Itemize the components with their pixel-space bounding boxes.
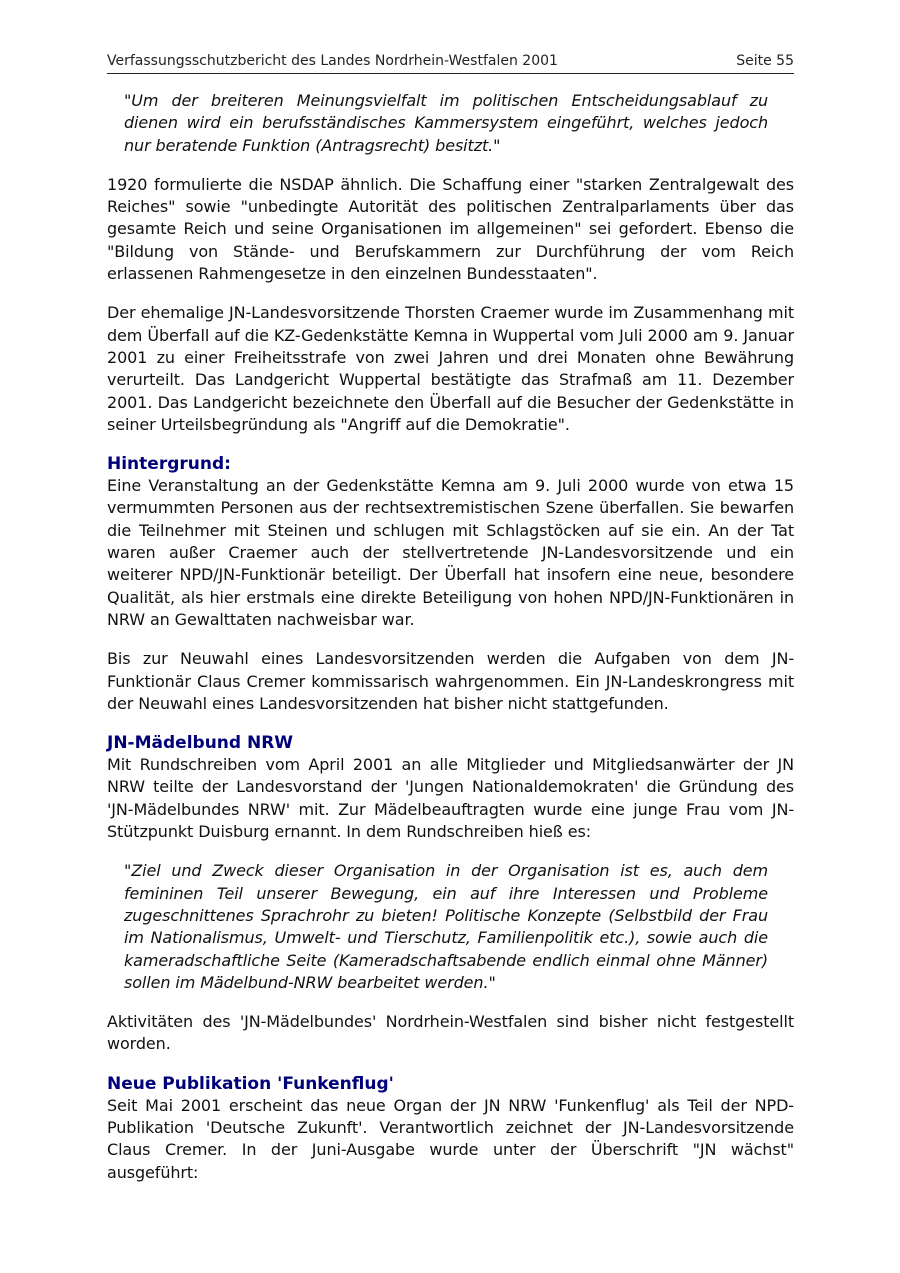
quote-maedelbund-goal: "Ziel und Zweck dieser Organisation in der Organisation ist es, auch dem femininen Teil unserer Bewegung, ein auf ihre Interessen und Probleme zugeschnittenes Sprachrohr zu bieten! Politische Konzepte (Selbstbild der Frau im Nationalismus, Umwelt- und Tierschutz, Familienpolitik etc.), sowie auch die kameradschaftliche Seite (Kameradschaftsabende endlich einmal ohne Männer) sollen im Mädelbund-NRW bearbeitet werden." — [124, 861, 768, 992]
heading-funkenflug: Neue Publikation 'Funkenflug' — [107, 1073, 394, 1094]
paragraph-maedelbund-activities: Aktivitäten des 'JN-Mädelbundes' Nordrhein-Westfalen sind bisher nicht festgestellt worden. — [107, 1012, 794, 1054]
paragraph-craemer-verdict: Der ehemalige JN-Landesvorsitzende Thorsten Craemer wurde im Zusammenhang mit dem Überfall auf die KZ-Gedenkstätte Kemna in Wuppertal vom Juli 2000 am 9. Januar 2001 zu einer Freiheitsstrafe von zwei Jahren und drei Monaten ohne Bewährung verurteilt. Das Landgericht Wuppertal bestätigte das Strafmaß am 11. Dezember 2001. Das Landgericht bezeichnete den Überfall auf die Besucher der Gedenkstätte in seiner Urteilsbegründung als "Angriff auf die Demokratie". — [107, 303, 794, 434]
paragraph-funkenflug: Seit Mai 2001 erscheint das neue Organ der JN NRW 'Funkenflug' als Teil der NPD-Publikation 'Deutsche Zukunft'. Verantwortlich zeichnet der JN-Landesvorsitzende Claus Cremer. In der Juni-Ausgabe wurde unter der Überschrift "JN wächst" ausgeführt: — [107, 1095, 794, 1182]
heading-maedelbund: JN-Mädelbund NRW — [107, 733, 294, 754]
paragraph-kemna-attack: Eine Veranstaltung an der Gedenkstätte Kemna am 9. Juli 2000 wurde von etwa 15 vermummten Personen aus der rechtsextremistischen Szene überfallen. Sie bewarfen die Teilnehmer mit Steinen und schlugen mit Schlagstöcken auf sie ein. An der Tat waren außer Craemer auch der stellvertretende JN-Landesvorsitzende und ein weiterer NPD/JN-Funktionär beteiligt. Der Überfall hat insofern eine neue, besondere Qualität, als hier erstmals eine direkte Beteiligung von hohen NPD/JN-Funktionären in NRW an Gewalttaten nachweisbar war. — [107, 476, 794, 629]
page-number: Seite 55 — [736, 53, 794, 69]
heading-hintergrund: Hintergrund: — [107, 454, 231, 475]
quote-kammersystem: "Um der breiteren Meinungsvielfalt im politischen Entscheidungsablauf zu dienen wird ein berufsständisches Kammersystem eingeführt, welches jedoch nur beratende Funktion (Antragsrecht) besitzt." — [124, 91, 768, 155]
page-header — [107, 52, 794, 74]
page-content — [107, 90, 794, 1184]
header-title: Verfassungsschutzbericht des Landes Nordrhein-Westfalen 2001 — [107, 53, 558, 69]
paragraph-neuwahl: Bis zur Neuwahl eines Landesvorsitzenden werden die Aufgaben von dem JN-Funktionär Claus Cremer kommissarisch wahrgenommen. Ein JN-Landeskrongress mit der Neuwahl eines Landesvorsitzenden hat bisher nicht stattgefunden. — [107, 649, 794, 713]
paragraph-maedelbund-founding: Mit Rundschreiben vom April 2001 an alle Mitglieder und Mitgliedsanwärter der JN NRW teilte der Landesvorstand der 'Jungen Nationaldemokraten' die Gründung des 'JN-Mädelbundes NRW' mit. Zur Mädelbeauftragten wurde eine junge Frau vom JN-Stützpunkt Duisburg ernannt. In dem Rundschreiben hieß es: — [107, 755, 794, 842]
document-page — [107, 52, 794, 1201]
paragraph-nsdap-1920: 1920 formulierte die NSDAP ähnlich. Die Schaffung einer "starken Zentralgewalt des Reiches" sowie "unbedingte Autorität des politischen Zentralparlaments über das gesamte Reich und seine Organisationen im allgemeinen" sei gefordert. Ebenso die "Bildung von Stände- und Berufskammern zur Durchführung der vom Reich erlassenen Rahmengesetze in den einzelnen Bundesstaaten". — [107, 174, 794, 284]
